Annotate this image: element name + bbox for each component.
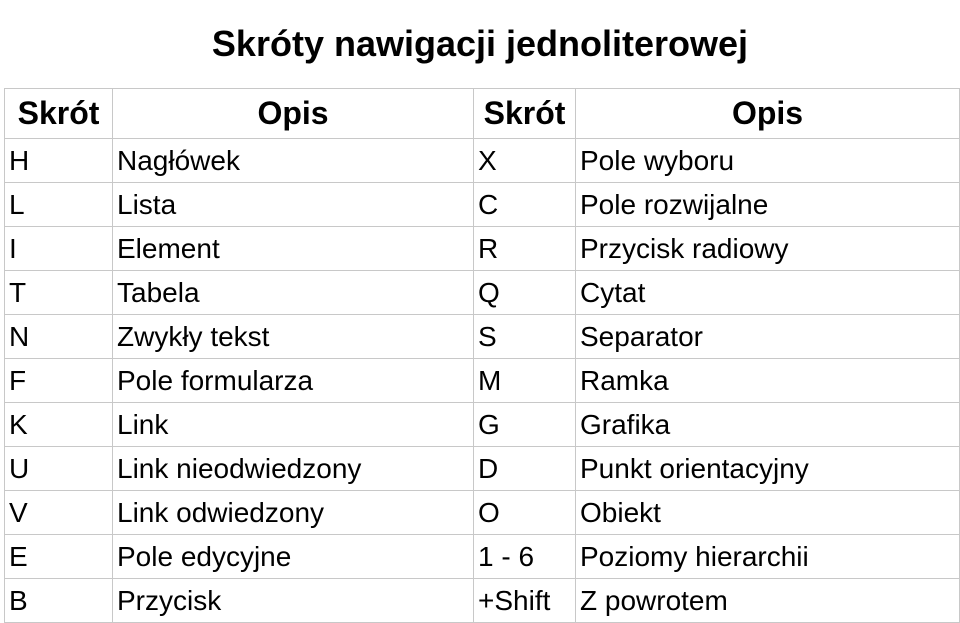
shortcut-key: N xyxy=(5,315,113,359)
shortcut-key: H xyxy=(5,139,113,183)
shortcut-description: Grafika xyxy=(576,403,960,447)
shortcut-key: D xyxy=(474,447,576,491)
table-row xyxy=(5,227,960,271)
shortcut-description: Pole edycyjne xyxy=(113,535,474,579)
shortcut-description: Tabela xyxy=(113,271,474,315)
shortcut-key: L xyxy=(5,183,113,227)
header-shortcut: Skrót xyxy=(5,89,113,139)
header-description: Opis xyxy=(576,89,960,139)
header-shortcut: Skrót xyxy=(474,89,576,139)
table-row xyxy=(5,491,960,535)
shortcut-key: C xyxy=(474,183,576,227)
table-row xyxy=(5,447,960,491)
shortcut-description: Przycisk radiowy xyxy=(576,227,960,271)
shortcut-description: Pole formularza xyxy=(113,359,474,403)
table-row xyxy=(5,183,960,227)
shortcut-key: V xyxy=(5,491,113,535)
shortcut-description: Pole wyboru xyxy=(576,139,960,183)
table-header xyxy=(5,89,960,139)
shortcut-key: S xyxy=(474,315,576,359)
table-row xyxy=(5,315,960,359)
shortcut-key: 1 - 6 xyxy=(474,535,576,579)
header-description: Opis xyxy=(113,89,474,139)
shortcut-key: T xyxy=(5,271,113,315)
shortcut-key: +Shift xyxy=(474,579,576,623)
shortcut-key: B xyxy=(5,579,113,623)
shortcut-description: Element xyxy=(113,227,474,271)
shortcut-key: Q xyxy=(474,271,576,315)
shortcut-description: Lista xyxy=(113,183,474,227)
shortcut-key: E xyxy=(5,535,113,579)
table-body xyxy=(5,139,960,623)
shortcut-key: F xyxy=(5,359,113,403)
shortcut-description: Przycisk xyxy=(113,579,474,623)
table-row xyxy=(5,403,960,447)
shortcut-key: M xyxy=(474,359,576,403)
shortcut-key: O xyxy=(474,491,576,535)
shortcut-description: Cytat xyxy=(576,271,960,315)
shortcuts-table xyxy=(4,88,960,623)
shortcut-key: I xyxy=(5,227,113,271)
table-row xyxy=(5,579,960,623)
shortcut-description: Separator xyxy=(576,315,960,359)
shortcut-description: Punkt orientacyjny xyxy=(576,447,960,491)
shortcut-description: Poziomy hierarchii xyxy=(576,535,960,579)
shortcut-key: K xyxy=(5,403,113,447)
shortcut-description: Nagłówek xyxy=(113,139,474,183)
shortcut-description: Ramka xyxy=(576,359,960,403)
header-row xyxy=(5,89,960,139)
shortcut-key: R xyxy=(474,227,576,271)
shortcut-description: Obiekt xyxy=(576,491,960,535)
shortcut-key: U xyxy=(5,447,113,491)
shortcut-description: Zwykły tekst xyxy=(113,315,474,359)
table-row xyxy=(5,271,960,315)
page-title: Skróty nawigacji jednoliterowej xyxy=(211,23,749,65)
shortcut-description: Pole rozwijalne xyxy=(576,183,960,227)
table-row xyxy=(5,359,960,403)
shortcut-key: G xyxy=(474,403,576,447)
shortcut-key: X xyxy=(474,139,576,183)
shortcut-description: Link nieodwiedzony xyxy=(113,447,474,491)
shortcut-description: Z powrotem xyxy=(576,579,960,623)
shortcut-description: Link odwiedzony xyxy=(113,491,474,535)
table-row xyxy=(5,535,960,579)
table-row xyxy=(5,139,960,183)
shortcut-description: Link xyxy=(113,403,474,447)
